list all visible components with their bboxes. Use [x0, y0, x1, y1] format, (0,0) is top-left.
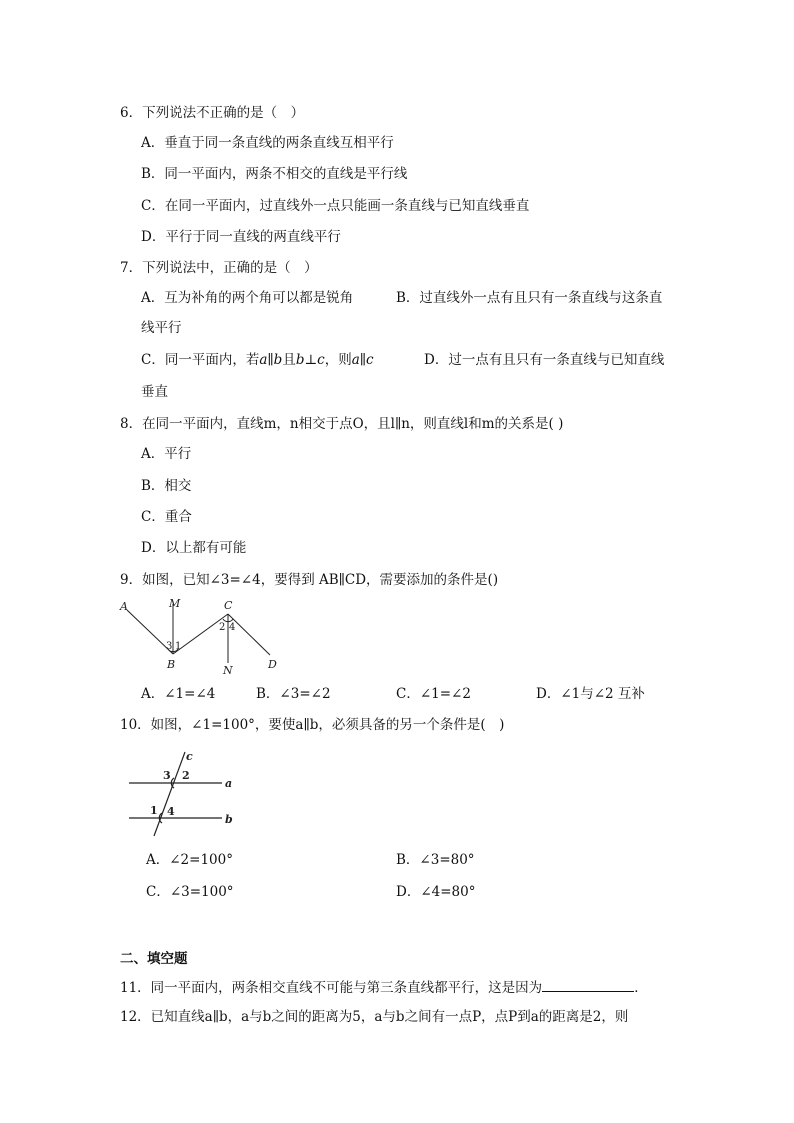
q10-option-c: C．∠3=100°: [146, 884, 234, 900]
q10-label-b: b: [225, 813, 233, 826]
q7-c-parallel-symbol: ∥: [267, 352, 274, 368]
q10-label-c: c: [186, 750, 193, 763]
q10-angle-3: 3: [163, 769, 171, 782]
q9-angle-3: 3: [166, 641, 173, 652]
q9-angle-2: 2: [219, 622, 226, 633]
q9-option-b: B．∠3=∠2: [256, 686, 331, 702]
q7-option-a: A．互为补角的两个角可以都是锐角: [141, 290, 354, 306]
q7-c-then: ，则: [324, 352, 352, 368]
q6-stem: 6．下列说法不正确的是（ ）: [120, 105, 305, 121]
q10-angle-2: 2: [182, 769, 190, 782]
q7-option-b: B．过直线外一点有且只有一条直线与这条直: [396, 290, 663, 306]
q11-stem: 11．同一平面内，两条相交直线不可能与第三条直线都平行，这是因为: [120, 980, 543, 996]
q9-label-b: B: [167, 658, 176, 671]
q9-segment-cd: [228, 614, 270, 655]
q9-angle-4: 4: [229, 622, 236, 633]
q9-option-a: A．∠1=∠4: [141, 686, 216, 702]
q6-option-d: D．平行于同一直线的两直线平行: [141, 229, 341, 245]
q10-option-d: D．∠4=80°: [396, 884, 476, 900]
q7-stem: 7．下列说法中，正确的是（ ）: [120, 260, 318, 276]
q7-c-conjunction: 且: [282, 352, 296, 368]
q8-option-b: B．相交: [141, 478, 192, 494]
q9-label-c: C: [224, 599, 233, 612]
q10-figure: [125, 748, 245, 840]
q7-c-var-a: a: [259, 352, 268, 368]
q7-option-b-continued: 线平行: [141, 320, 182, 336]
q9-label-n: N: [223, 664, 233, 676]
q10-stem: 10．如图，∠1=100°，要使a∥b，必须具备的另一个条件是( ): [120, 717, 505, 733]
q8-stem: 8．在同一平面内，直线m，n相交于点O，且l∥n，则直线l和m的关系是( ): [120, 416, 564, 432]
q11-end-mark: ．: [634, 980, 648, 996]
q8-option-c: C．重合: [141, 509, 192, 525]
q7-c-prefix: C．同一平面内，若: [141, 352, 260, 368]
q9-option-d: D．∠1与∠2 互补: [536, 686, 645, 702]
q9-option-c: C．∠1=∠2: [396, 686, 471, 702]
q11-answer-blank: [542, 979, 634, 992]
q6-option-c: C．在同一平面内，过直线外一点只能画一条直线与已知直线垂直: [141, 198, 530, 214]
q9-label-a: A: [120, 600, 128, 613]
q7-option-d: D．过一点有且只有一条直线与已知直线: [424, 352, 665, 368]
q7-c-parallel-symbol-2: ∥: [359, 352, 367, 368]
q11-text: [120, 979, 648, 996]
q6-option-a: A．垂直于同一条直线的两条直线互相平行: [141, 135, 394, 151]
q9-label-d: D: [268, 658, 277, 671]
q10-line-c: [154, 752, 185, 836]
q7-c-var-a2: a: [351, 352, 360, 368]
q10-option-a: A．∠2=100°: [146, 852, 233, 868]
q7-c-var-b: b: [273, 352, 283, 368]
q10-angle-1: 1: [150, 804, 158, 817]
section-title-fill-in: 二、填空题: [120, 951, 188, 967]
q8-option-a: A．平行: [141, 446, 192, 462]
q7-option-c: [141, 354, 374, 368]
q10-angle-4: 4: [167, 805, 175, 818]
q9-stem: 9．如图，已知∠3=∠4，要得到 AB∥CD，需要添加的条件是(): [120, 572, 499, 588]
q10-label-a: a: [225, 777, 233, 790]
q7-option-d-continued: 垂直: [141, 384, 168, 400]
q10-option-b: B．∠3=80°: [396, 852, 475, 868]
q6-option-b: B．同一平面内，两条不相交的直线是平行线: [141, 166, 408, 182]
q9-figure: [115, 596, 285, 676]
q8-option-d: D．以上都有可能: [141, 540, 247, 556]
q9-label-m: M: [169, 597, 181, 610]
q7-c-var-b2: b: [295, 352, 305, 368]
q7-c-var-c2: c: [366, 352, 374, 368]
q9-angle-1: 1: [175, 641, 182, 652]
q12-text: 12．已知直线a∥b，a与b之间的距离为5，a与b之间有一点P，点P到a的距离是2，则: [120, 1009, 629, 1025]
q7-c-var-c: c: [317, 352, 325, 368]
q7-c-perpendicular-symbol: ⊥: [304, 352, 318, 368]
